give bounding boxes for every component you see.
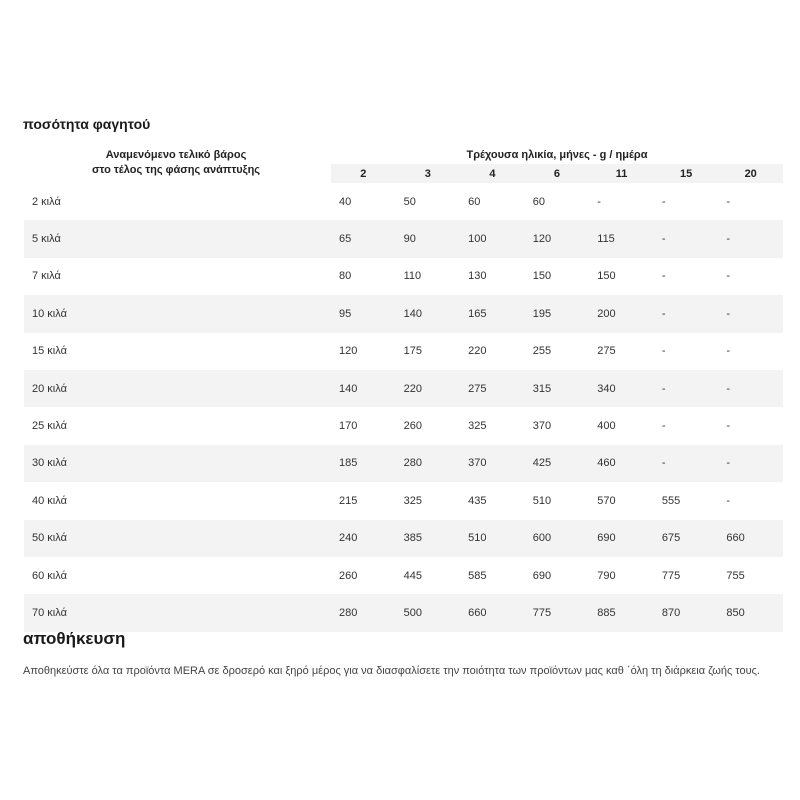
portion-cell: 280 xyxy=(396,445,461,482)
portion-cell: 510 xyxy=(532,494,552,507)
portion-cell: 40 xyxy=(339,195,352,208)
storage-text: Αποθηκεύστε όλα τα προϊόντα MERA σε δροσερό και ξηρό μέρος για να διασφαλίσετε την ποιότητα των προϊόντων μας καθ ΄όλη τη διάρκεια ζωής τους. xyxy=(23,665,760,677)
weight-cell: 7 κιλά xyxy=(32,270,61,283)
age-header-cell: 3 xyxy=(396,164,461,183)
weight-cell: 40 κιλά xyxy=(32,494,67,507)
weight-caption-line1: Αναμενόμενο τελικό βάρος xyxy=(105,149,247,161)
portion-cell: 510 xyxy=(460,520,525,557)
portion-cell: 370 xyxy=(460,445,525,482)
age-header-cell: 11 xyxy=(589,164,654,183)
portion-cell: - xyxy=(726,345,731,358)
portion-cell: 280 xyxy=(331,594,396,631)
weight-cell: 5 κιλά xyxy=(24,220,331,257)
age-column-caption: Τρέχουσα ηλικία, μήνες - g / ημέρα xyxy=(466,149,648,161)
age-header-cell: 4 xyxy=(460,164,525,183)
portion-cell: 275 xyxy=(460,370,525,407)
portion-cell: - xyxy=(661,420,666,433)
portion-cell: 500 xyxy=(396,594,461,631)
portion-cell: - xyxy=(718,445,783,482)
portion-cell: 445 xyxy=(403,569,422,582)
portion-cell: 775 xyxy=(525,594,590,631)
table-row xyxy=(24,370,783,407)
storage-title: αποθήκευση xyxy=(23,629,126,648)
portion-cell: 775 xyxy=(661,569,681,582)
age-header-cell: 6 xyxy=(525,164,590,183)
table-row xyxy=(24,594,783,631)
portion-cell: - xyxy=(726,494,731,507)
portion-cell: 325 xyxy=(468,420,487,433)
portion-cell: - xyxy=(718,295,783,332)
table-row xyxy=(24,557,783,594)
portion-cell: 65 xyxy=(331,220,396,257)
portion-cell: 165 xyxy=(460,295,525,332)
portion-cell: 50 xyxy=(403,195,416,208)
age-header-cell: 20 xyxy=(718,164,783,183)
portion-cell: - xyxy=(726,420,731,433)
portion-cell: 175 xyxy=(403,345,422,358)
portion-cell: 555 xyxy=(661,494,681,507)
portion-cell: 240 xyxy=(331,520,396,557)
portion-cell: 325 xyxy=(403,494,422,507)
portion-cell: 315 xyxy=(525,370,590,407)
portion-cell: - xyxy=(654,370,719,407)
portion-cell: 400 xyxy=(597,420,616,433)
weight-cell: 25 κιλά xyxy=(32,420,67,433)
portion-cell: 220 xyxy=(468,345,487,358)
table-row xyxy=(24,220,783,257)
portion-cell: 110 xyxy=(403,270,422,283)
table-row xyxy=(24,333,783,370)
portion-cell: 600 xyxy=(525,520,590,557)
table-row xyxy=(24,183,783,220)
portion-cell: - xyxy=(726,270,731,283)
age-header-row xyxy=(24,164,783,183)
portion-cell: 185 xyxy=(331,445,396,482)
table-row xyxy=(24,258,783,295)
portion-cell: 585 xyxy=(468,569,487,582)
table-row xyxy=(24,407,783,444)
table-row xyxy=(24,295,783,332)
weight-cell: 30 κιλά xyxy=(24,445,331,482)
portion-cell: - xyxy=(654,295,719,332)
portion-cell: 60 xyxy=(532,195,545,208)
feeding-table xyxy=(24,164,783,632)
portion-cell: 675 xyxy=(654,520,719,557)
table-body xyxy=(24,183,783,632)
portion-cell: - xyxy=(654,220,719,257)
header-blank-cell xyxy=(24,164,331,183)
portion-cell: 425 xyxy=(525,445,590,482)
portion-cell: 150 xyxy=(597,270,616,283)
portion-cell: 570 xyxy=(597,494,616,507)
portion-cell: 95 xyxy=(331,295,396,332)
portion-cell: - xyxy=(718,220,783,257)
section-title: ποσότητα φαγητού xyxy=(23,116,151,132)
portion-cell: 100 xyxy=(460,220,525,257)
portion-cell: 255 xyxy=(532,345,552,358)
portion-cell: 690 xyxy=(532,569,552,582)
portion-cell: 460 xyxy=(589,445,654,482)
portion-cell: 660 xyxy=(718,520,783,557)
table-row xyxy=(24,445,783,482)
portion-cell: 140 xyxy=(396,295,461,332)
portion-cell: 215 xyxy=(339,494,358,507)
table-row xyxy=(24,520,783,557)
portion-cell: 150 xyxy=(532,270,552,283)
weight-cell: 15 κιλά xyxy=(32,345,67,358)
portion-cell: 80 xyxy=(339,270,352,283)
portion-cell: 140 xyxy=(331,370,396,407)
portion-cell: 690 xyxy=(589,520,654,557)
weight-cell: 10 κιλά xyxy=(24,295,331,332)
weight-cell: 70 κιλά xyxy=(24,594,331,631)
portion-cell: - xyxy=(661,345,666,358)
portion-cell: 200 xyxy=(589,295,654,332)
portion-cell: 275 xyxy=(597,345,616,358)
portion-cell: 60 xyxy=(468,195,481,208)
weight-cell: 20 κιλά xyxy=(24,370,331,407)
portion-cell: 660 xyxy=(460,594,525,631)
portion-cell: 870 xyxy=(654,594,719,631)
portion-cell: - xyxy=(597,195,601,208)
portion-cell: 260 xyxy=(339,569,358,582)
portion-cell: 885 xyxy=(589,594,654,631)
portion-cell: 370 xyxy=(532,420,552,433)
portion-cell: - xyxy=(661,195,666,208)
portion-cell: - xyxy=(718,370,783,407)
portion-cell: 90 xyxy=(396,220,461,257)
age-header-cell: 2 xyxy=(331,164,396,183)
portion-cell: 195 xyxy=(525,295,590,332)
portion-cell: 120 xyxy=(339,345,358,358)
table-row xyxy=(24,482,783,519)
weight-cell: 60 κιλά xyxy=(32,569,67,582)
portion-cell: 260 xyxy=(403,420,422,433)
weight-cell: 50 κιλά xyxy=(24,520,331,557)
portion-cell: - xyxy=(726,195,731,208)
portion-cell: 170 xyxy=(339,420,358,433)
weight-cell: 2 κιλά xyxy=(32,195,61,208)
age-header-cell: 15 xyxy=(654,164,719,183)
portion-cell: 385 xyxy=(396,520,461,557)
portion-cell: 340 xyxy=(589,370,654,407)
portion-cell: 755 xyxy=(726,569,745,582)
portion-cell: 120 xyxy=(525,220,590,257)
portion-cell: - xyxy=(661,270,666,283)
portion-cell: 790 xyxy=(597,569,616,582)
portion-cell: 220 xyxy=(396,370,461,407)
weight-caption-line2: στο τέλος της φάσης ανάπτυξης xyxy=(91,164,261,176)
portion-cell: 130 xyxy=(468,270,487,283)
portion-cell: - xyxy=(654,445,719,482)
portion-cell: 115 xyxy=(589,220,654,257)
portion-cell: 435 xyxy=(468,494,487,507)
portion-cell: 850 xyxy=(718,594,783,631)
